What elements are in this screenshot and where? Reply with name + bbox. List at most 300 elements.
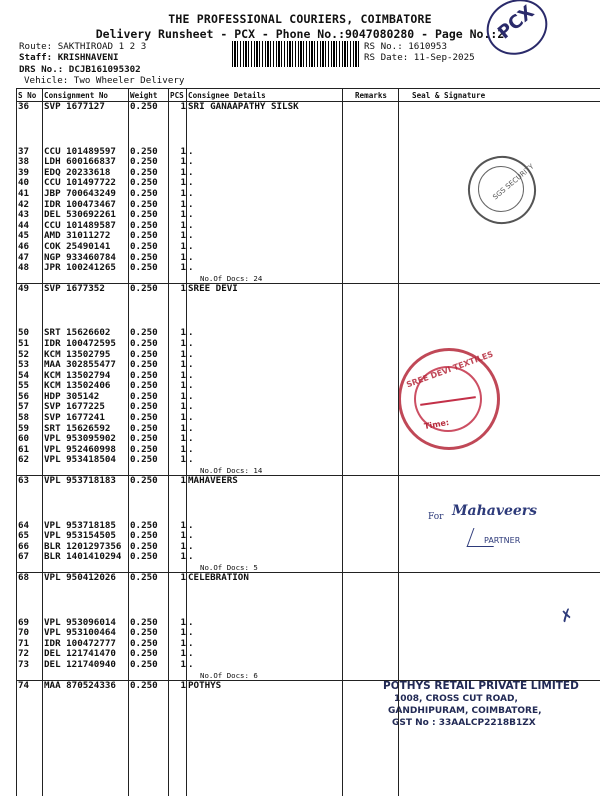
- consignee-row: [16, 283, 600, 294]
- consignee-details: .: [188, 638, 194, 649]
- pieces: 1: [168, 476, 186, 487]
- remarks-cell: [342, 189, 398, 200]
- serial-number: 43: [18, 210, 30, 221]
- consignee-details: .: [188, 370, 194, 381]
- pieces: 1: [180, 188, 186, 199]
- remarks-cell: [342, 639, 398, 650]
- table-row: [16, 231, 600, 242]
- col-consignment: Consignment No: [42, 89, 128, 102]
- consignee-details: .: [188, 252, 194, 263]
- serial-number: 41: [18, 188, 30, 199]
- consignee-details: .: [188, 263, 194, 274]
- gap-cell: [398, 294, 600, 328]
- pieces: 1: [180, 381, 186, 392]
- weight: 0.250: [130, 531, 158, 542]
- gap-cell: [342, 487, 398, 521]
- vehicle-label: Vehicle: Two Wheeler Delivery: [24, 75, 185, 86]
- serial-number: 64: [18, 520, 30, 531]
- weight: 0.250: [130, 349, 158, 360]
- docs-blank: [398, 671, 600, 681]
- serial-number: 39: [18, 167, 30, 178]
- docs-count-row: [16, 466, 600, 476]
- docs-blank: [342, 563, 398, 573]
- docs-blank: [42, 563, 128, 573]
- weight: 0.250: [130, 455, 158, 466]
- consignment-number: MAA 302855477: [44, 360, 116, 371]
- weight: 0.250: [130, 210, 158, 221]
- pothys-stamp-line2: 1008, CROSS CUT ROAD,: [394, 694, 518, 704]
- docs-count: No.Of Docs: 5: [200, 563, 258, 572]
- remarks-cell: [342, 210, 398, 221]
- weight: 0.250: [130, 328, 158, 339]
- table-row: [16, 660, 600, 671]
- consignee-details: .: [188, 381, 194, 392]
- remarks-cell: [342, 283, 398, 294]
- seal-cell: [398, 573, 600, 584]
- serial-number: 52: [18, 349, 30, 360]
- weight: 0.250: [130, 391, 158, 402]
- col-remarks: Remarks: [342, 89, 398, 102]
- serial-number: 38: [18, 157, 30, 168]
- docs-count: No.Of Docs: 6: [200, 670, 258, 680]
- remarks-cell: [342, 231, 398, 242]
- signature-gap-row: [16, 294, 600, 328]
- consignee-details: .: [188, 167, 194, 178]
- pieces: 1: [180, 520, 186, 531]
- weight: 0.250: [130, 413, 158, 424]
- weight: 0.250: [130, 360, 158, 371]
- consignee-details: .: [188, 434, 194, 445]
- gap-cell: [128, 294, 168, 328]
- weight: 0.250: [130, 444, 158, 455]
- weight: 0.250: [130, 381, 158, 392]
- consignment-number: SVP 1677127: [42, 102, 128, 113]
- consignee-details: .: [188, 423, 194, 434]
- consignee-row: [16, 476, 600, 487]
- table-row: [16, 455, 600, 466]
- consignee-details: .: [188, 146, 194, 157]
- consignment-number: VPL 953418504: [44, 455, 116, 466]
- weight: 0.250: [128, 283, 168, 294]
- pieces: 1: [180, 328, 186, 339]
- consignee-details: .: [188, 157, 194, 168]
- serial-number: 67: [18, 552, 30, 563]
- gap-cell: [128, 584, 168, 618]
- docs-blank: [128, 671, 168, 681]
- seal-cell: [398, 328, 600, 339]
- serial-number: 71: [18, 638, 30, 649]
- consignment-number: JPR 100241265: [44, 263, 116, 274]
- consignee-row: [16, 573, 600, 584]
- remarks-cell: [342, 381, 398, 392]
- table-row: [16, 402, 600, 413]
- serial-number: 60: [18, 434, 30, 445]
- weight: 0.250: [130, 188, 158, 199]
- rs-date: RS Date: 11-Sep-2025: [364, 52, 475, 63]
- seal-cell: [398, 660, 600, 671]
- serial-number: 56: [18, 391, 30, 402]
- table-row: [16, 445, 600, 456]
- consignee-details: .: [188, 659, 194, 670]
- remarks-cell: [342, 424, 398, 435]
- remarks-cell: [342, 200, 398, 211]
- consignment-number: KCM 13502795: [44, 349, 111, 360]
- pieces: 1: [180, 210, 186, 221]
- docs-blank: [42, 466, 128, 476]
- celebration-signature-mark: ✗: [557, 604, 577, 627]
- remarks-cell: [342, 455, 398, 466]
- weight: 0.250: [130, 370, 158, 381]
- consignment-number: EDQ 20233618: [44, 167, 111, 178]
- remarks-cell: [342, 445, 398, 456]
- col-pcs: PCS: [168, 89, 186, 102]
- table-row: [16, 147, 600, 158]
- consignment-number: AMD 31011272: [44, 231, 111, 242]
- gap-cell: [128, 487, 168, 521]
- consignment-number: SVP 1677241: [44, 413, 105, 424]
- column-divider: [398, 88, 399, 796]
- remarks-cell: [342, 649, 398, 660]
- gap-cell: [16, 584, 42, 618]
- pieces: 1: [180, 263, 186, 274]
- table-row: [16, 253, 600, 264]
- remarks-cell: [342, 328, 398, 339]
- pieces: 1: [180, 413, 186, 424]
- consignee-details: .: [188, 541, 194, 552]
- remarks-cell: [342, 618, 398, 629]
- gap-cell: [186, 294, 342, 328]
- docs-count-row: [16, 274, 600, 284]
- mahaveers-for-label: For: [428, 512, 444, 522]
- consignee-details: .: [188, 241, 194, 252]
- docs-blank: [342, 466, 398, 476]
- remarks-cell: [342, 660, 398, 671]
- column-divider: [42, 88, 43, 796]
- consignee-details: SREE DEVI: [186, 283, 342, 294]
- serial-number: 58: [18, 413, 30, 424]
- consignee-details: .: [188, 360, 194, 371]
- consignee-details: .: [188, 188, 194, 199]
- pieces: 1: [180, 434, 186, 445]
- remarks-cell: [342, 263, 398, 274]
- remarks-cell: [342, 542, 398, 553]
- consignment-number: SVP 1677352: [42, 283, 128, 294]
- consignee-details: .: [188, 617, 194, 628]
- remarks-cell: [342, 371, 398, 382]
- column-divider: [168, 88, 169, 796]
- seal-cell: [398, 231, 600, 242]
- consignment-number: BLR 1201297356: [44, 541, 122, 552]
- pieces: 1: [180, 241, 186, 252]
- pieces: 1: [180, 638, 186, 649]
- table-row: [16, 371, 600, 382]
- serial-number: 36: [16, 102, 42, 113]
- route-label: Route: SAKTHIROAD 1 2 3: [19, 41, 147, 52]
- serial-number: 37: [18, 146, 30, 157]
- consignee-details: .: [188, 455, 194, 466]
- pieces: 1: [180, 455, 186, 466]
- gap-cell: [398, 113, 600, 147]
- pieces: 1: [180, 220, 186, 231]
- docs-blank: [342, 671, 398, 681]
- gap-cell: [168, 584, 186, 618]
- pothys-stamp-line4: GST No : 33AALCP2218B1ZX: [392, 718, 536, 728]
- docs-blank: [42, 274, 128, 284]
- weight: 0.250: [128, 476, 168, 487]
- weight: 0.250: [130, 199, 158, 210]
- pieces: 1: [168, 283, 186, 294]
- docs-blank: [398, 466, 600, 476]
- weight: 0.250: [130, 263, 158, 274]
- gap-cell: [186, 584, 342, 618]
- consignee-details: .: [188, 628, 194, 639]
- gap-cell: [342, 294, 398, 328]
- consignee-details: POTHYS: [186, 680, 342, 691]
- docs-blank: [168, 563, 186, 573]
- serial-number: 55: [18, 381, 30, 392]
- sree-devi-stamp-text: SREE DEVI TEXTILES: [405, 349, 495, 390]
- serial-number: 68: [16, 573, 42, 584]
- consignment-number: DEL 530692261: [44, 210, 116, 221]
- docs-blank: [168, 671, 186, 681]
- mahaveers-partner-label: PARTNER: [484, 536, 521, 545]
- seal-cell: [398, 253, 600, 264]
- gap-cell: [16, 113, 42, 147]
- serial-number: 47: [18, 252, 30, 263]
- serial-number: 72: [18, 649, 30, 660]
- table-row: [16, 350, 600, 361]
- table-row: [16, 434, 600, 445]
- weight: 0.250: [130, 178, 158, 189]
- weight: 0.250: [128, 102, 168, 113]
- consignee-details: .: [188, 649, 194, 660]
- consignment-number: CCU 101489597: [44, 146, 116, 157]
- table-row: [16, 339, 600, 350]
- serial-number: 57: [18, 402, 30, 413]
- signature-gap-row: [16, 584, 600, 618]
- remarks-cell: [342, 413, 398, 424]
- weight: 0.250: [130, 659, 158, 670]
- consignee-details: CELEBRATION: [186, 573, 342, 584]
- pcx-stamp-text: PCX: [493, 1, 539, 44]
- serial-number: 51: [18, 338, 30, 349]
- runsheet-title: Delivery Runsheet - PCX - Phone No.:9047080280 - Page No.:2: [95, 27, 505, 41]
- serial-number: 62: [18, 455, 30, 466]
- consignee-details: .: [188, 220, 194, 231]
- pieces: 1: [180, 146, 186, 157]
- table-row: [16, 392, 600, 403]
- docs-blank: [128, 563, 168, 573]
- serial-number: 49: [16, 283, 42, 294]
- consignment-number: JBP 700643249: [44, 188, 116, 199]
- seal-cell: [398, 476, 600, 487]
- table-row: [16, 328, 600, 339]
- seal-cell: [398, 628, 600, 639]
- col-weight: Weight: [128, 89, 168, 102]
- docs-count: No.Of Docs: 14: [200, 466, 263, 476]
- table-row: [16, 242, 600, 253]
- table-row: [16, 552, 600, 563]
- consignee-details: .: [188, 338, 194, 349]
- seal-cell: [398, 639, 600, 650]
- docs-blank: [16, 274, 42, 284]
- weight: 0.250: [130, 423, 158, 434]
- serial-number: 45: [18, 231, 30, 242]
- rs-number: RS No.: 1610953: [364, 41, 447, 52]
- docs-blank: [342, 274, 398, 284]
- consignment-number: CCU 101489587: [44, 220, 116, 231]
- consignment-number: SRT 15626592: [44, 423, 111, 434]
- pieces: 1: [180, 531, 186, 542]
- consignment-number: SRT 15626602: [44, 328, 111, 339]
- serial-number: 69: [18, 617, 30, 628]
- weight: 0.250: [130, 167, 158, 178]
- remarks-cell: [342, 434, 398, 445]
- table-row: [16, 413, 600, 424]
- remarks-cell: [342, 339, 398, 350]
- remarks-cell: [342, 147, 398, 158]
- gap-cell: [16, 487, 42, 521]
- signature-gap-row: [16, 113, 600, 147]
- weight: 0.250: [130, 541, 158, 552]
- consignee-details: .: [188, 328, 194, 339]
- table-row: [16, 424, 600, 435]
- consignment-number: COK 25490141: [44, 241, 111, 252]
- remarks-cell: [342, 253, 398, 264]
- weight: 0.250: [130, 638, 158, 649]
- pieces: 1: [180, 167, 186, 178]
- consignee-details: .: [188, 199, 194, 210]
- weight: 0.250: [130, 157, 158, 168]
- remarks-cell: [342, 402, 398, 413]
- col-sno: S No: [16, 89, 42, 102]
- consignment-number: VPL 953718183: [42, 476, 128, 487]
- consignment-number: VPL 953096014: [44, 617, 116, 628]
- pieces: 1: [180, 252, 186, 263]
- pieces: 1: [180, 231, 186, 242]
- serial-number: 44: [18, 220, 30, 231]
- remarks-cell: [342, 392, 398, 403]
- table-row: [16, 618, 600, 629]
- gap-cell: [168, 113, 186, 147]
- consignee-details: .: [188, 391, 194, 402]
- consignment-number: VPL 950412026: [42, 573, 128, 584]
- remarks-cell: [342, 168, 398, 179]
- consignment-number: VPL 953718185: [44, 520, 116, 531]
- sgs-stamp-text: SGS SECURITY: [491, 162, 536, 202]
- serial-number: 59: [18, 423, 30, 434]
- remarks-cell: [342, 360, 398, 371]
- serial-number: 54: [18, 370, 30, 381]
- pieces: 1: [180, 391, 186, 402]
- remarks-cell: [342, 178, 398, 189]
- serial-number: 73: [18, 659, 30, 670]
- consignment-number: IDR 100473467: [44, 199, 116, 210]
- consignment-number: HDP 305142: [44, 391, 100, 402]
- serial-number: 42: [18, 199, 30, 210]
- gap-cell: [42, 487, 128, 521]
- consignment-number: BLR 1401410294: [44, 552, 122, 563]
- remarks-cell: [342, 157, 398, 168]
- remarks-cell: [342, 221, 398, 232]
- docs-blank: [398, 563, 600, 573]
- table-row: [16, 639, 600, 650]
- remarks-cell: [342, 531, 398, 542]
- weight: 0.250: [128, 680, 168, 691]
- gap-cell: [42, 294, 128, 328]
- weight: 0.250: [130, 146, 158, 157]
- pieces: 1: [168, 680, 186, 691]
- consignee-details: .: [188, 413, 194, 424]
- staff-label: Staff: KRISHNAVENI: [19, 52, 119, 63]
- consignment-number: KCM 13502794: [44, 370, 111, 381]
- weight: 0.250: [130, 649, 158, 660]
- table-row: [16, 360, 600, 371]
- pieces: 1: [180, 360, 186, 371]
- seal-cell: [398, 263, 600, 274]
- weight: 0.250: [130, 220, 158, 231]
- gap-cell: [342, 584, 398, 618]
- consignment-number: NGP 933460784: [44, 252, 116, 263]
- serial-number: 50: [18, 328, 30, 339]
- consignee-details: .: [188, 178, 194, 189]
- serial-number: 53: [18, 360, 30, 371]
- consignee-details: .: [188, 231, 194, 242]
- consignment-number: CCU 101497722: [44, 178, 116, 189]
- consignee-details: .: [188, 552, 194, 563]
- pieces: 1: [180, 541, 186, 552]
- weight: 0.250: [130, 434, 158, 445]
- gap-cell: [42, 584, 128, 618]
- gap-cell: [342, 113, 398, 147]
- docs-blank: [16, 671, 42, 681]
- weight: 0.250: [130, 231, 158, 242]
- table-row: [16, 649, 600, 660]
- table-row: [16, 381, 600, 392]
- weight: 0.250: [130, 402, 158, 413]
- pieces: 1: [180, 444, 186, 455]
- gap-cell: [128, 113, 168, 147]
- pieces: 1: [180, 338, 186, 349]
- serial-number: 46: [18, 241, 30, 252]
- seal-cell: [398, 649, 600, 660]
- serial-number: 63: [16, 476, 42, 487]
- remarks-cell: [342, 552, 398, 563]
- consignee-details: .: [188, 210, 194, 221]
- seal-cell: [398, 445, 600, 456]
- remarks-cell: [342, 573, 398, 584]
- company-title: THE PROFESSIONAL COURIERS, COIMBATORE: [168, 12, 432, 26]
- consignment-number: DEL 121740940: [44, 659, 116, 670]
- column-divider: [128, 88, 129, 796]
- weight: 0.250: [128, 573, 168, 584]
- pieces: 1: [180, 628, 186, 639]
- seal-cell: [398, 339, 600, 350]
- docs-blank: [128, 274, 168, 284]
- docs-blank: [128, 466, 168, 476]
- pieces: 1: [180, 157, 186, 168]
- weight: 0.250: [130, 520, 158, 531]
- pieces: 1: [180, 178, 186, 189]
- consignee-details: SRI GANAAPATHY SILSK: [186, 102, 342, 113]
- serial-number: 70: [18, 628, 30, 639]
- remarks-cell: [342, 628, 398, 639]
- consignment-number: VPL 953095902: [44, 434, 116, 445]
- consignment-number: KCM 13502406: [44, 381, 111, 392]
- remarks-cell: [342, 350, 398, 361]
- consignee-details: MAHAVEERS: [186, 476, 342, 487]
- table-row: [16, 521, 600, 532]
